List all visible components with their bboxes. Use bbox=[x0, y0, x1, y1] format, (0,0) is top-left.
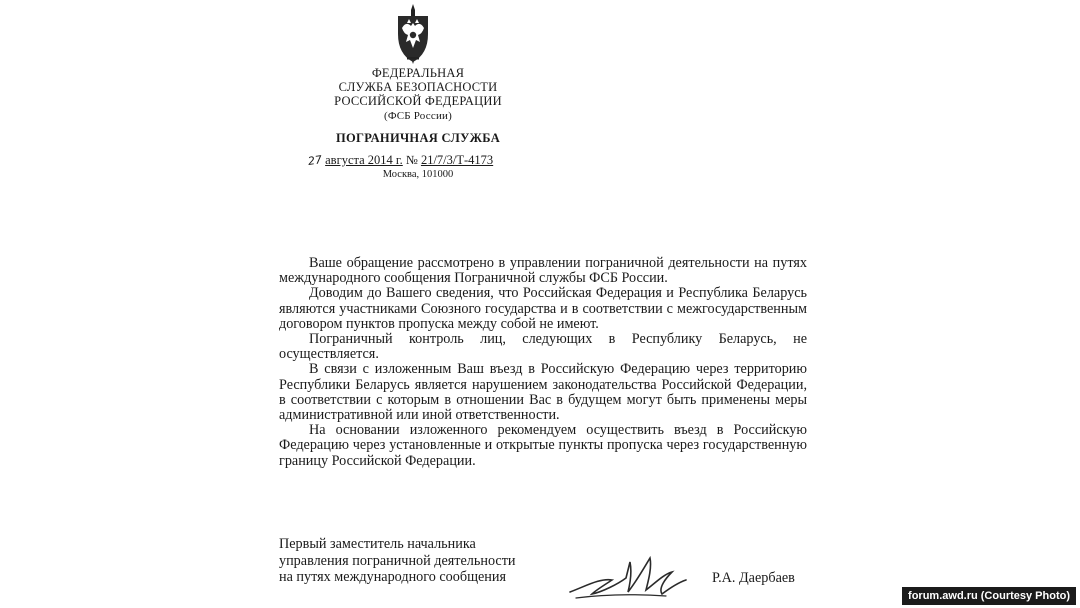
paragraph-5: На основании изложенного рекомендуем осуществить въезд в Российскую Федерацию через установленные и открытые пункты пропуска через государственную границу Российской Федерации. bbox=[279, 422, 807, 469]
paragraph-1: Ваше обращение рассмотрено в управлении пограничной деятельности на путях международного сообщения Пограничной службы ФСБ России. bbox=[279, 255, 807, 287]
agency-name-line1: ФЕДЕРАЛЬНАЯ bbox=[371, 66, 465, 80]
agency-abbreviation: (ФСБ России) bbox=[384, 110, 452, 122]
service-title: ПОГРАНИЧНАЯ СЛУЖБА bbox=[335, 131, 501, 145]
city-address: Москва, 101000 bbox=[382, 169, 454, 180]
signer-line-1: Первый заместитель начальника bbox=[279, 536, 476, 552]
document-number: 21/7/3/Т-4173 bbox=[420, 153, 494, 167]
date-day: 27 bbox=[307, 153, 323, 168]
paragraph-4: В связи с изложенным Ваш въезд в Российскую Федерацию через территорию Республики Беларусь является нарушением законодательства Российской Федерации, в соответствии с которым в отношении Вас в будущем могут быть применены меры административной или иной ответственности. bbox=[279, 361, 807, 424]
agency-name-line3: РОССИЙСКОЙ ФЕДЕРАЦИИ bbox=[334, 94, 502, 108]
signer-line-2: управления пограничной деятельности bbox=[279, 552, 516, 569]
letter-body bbox=[279, 256, 807, 469]
date-and-number bbox=[308, 153, 538, 168]
paragraph-2: Доводим до Вашего сведения, что Российская Федерация и Республика Беларусь являются участниками Союзного государства и в соответствии с межгосударственным договором пунктов пропуска между собой не имеют. bbox=[279, 285, 807, 332]
handwritten-signature bbox=[566, 548, 690, 602]
paragraph-3: Пограничный контроль лиц, следующих в Республику Беларусь, не осуществляется. bbox=[279, 331, 807, 363]
fsb-emblem-icon bbox=[392, 4, 434, 66]
signer-title bbox=[279, 536, 579, 586]
signer-line-3: на путях международного сообщения bbox=[279, 569, 507, 585]
signer-name: Р.А. Даербаев bbox=[712, 570, 795, 586]
agency-name-line2: СЛУЖБА БЕЗОПАСНОСТИ bbox=[338, 80, 498, 94]
date-text: августа 2014 г. bbox=[325, 153, 403, 167]
number-prefix: № bbox=[405, 153, 418, 167]
photo-credit-badge: forum.awd.ru (Courtesy Photo) bbox=[902, 587, 1076, 605]
